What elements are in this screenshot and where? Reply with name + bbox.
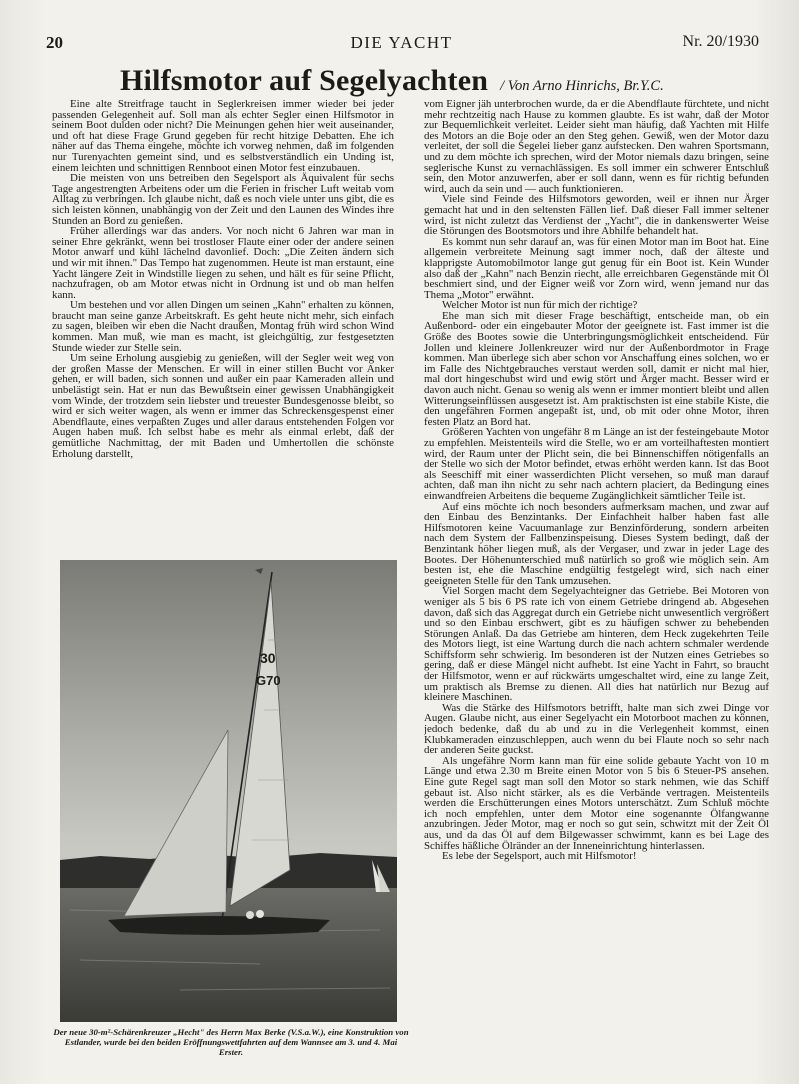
paragraph: Früher allerdings war das anders. Vor noch nicht 6 Jahren war man in seiner Ehre gekränkt, wenn bei trostloser Flaute einer oder der andere seinen Motor anwarf und kühl lächelnd davonlief. Doch: „Die Zeiten ändern sich und wir mit ihnen." Das Tempo hat zugenommen. Heute ist man erstaunt, eine Yacht längere Zeit in Windstille liegen zu sehen, und hält es für seine Pflicht, nachzufragen, ob am Motor etwas nicht in Ordnung ist und ob man helfen kann. xyxy=(52,225,394,301)
paragraph: Um seine Erholung ausgiebig zu genießen, will der Segler weit weg von der großen Masse der Menschen. Er will in einer stillen Bucht vor Anker gehen, er will baden, sich sonnen und außer ein paar Kameraden allein und unbelästigt sein. Hat er nun das Bewußtsein einer gewissen Unabhängigkeit vom Winde, der trotzdem sein liebster und treuester Bundesgenosse bleibt, so wird er sich weiter wagen, als wenn er immer das Schreckensgespenst einer Abendflaute, eines verpaßten Zuges und aller daraus entstehenden Folgen vor Augen haben muß. Ich selbst habe es mehr als einmal erlebt, daß der gemütliche Nachmittag, der mit Baden und Umhertollen die schönste Erholung darstellt, xyxy=(52,352,394,460)
paragraph: Es kommt nun sehr darauf an, was für einen Motor man im Boot hat. Eine allgemein verbreitete Meinung sagt immer noch, daß der älteste und klapprigste Automobilmotor lange gut genug für ein Boot ist. Kein Wunder also daß der „Kahn" nach Benzin riecht, alle erreichbaren Gegenstände mit Öl beschmiert sind, und der Eigner weiß vor Zorn wird, wenn jemand nur das Thema „Motor" erwähnt. xyxy=(424,235,769,301)
paragraph: vom Eigner jäh unterbrochen wurde, da er die Abendflaute fürchtete, und nicht mehr rechtzeitig nach Hause zu kommen glaubte. Es ist wahr, daß der Motor zur Bequemlichkeit verleitet. Leider sieht man häufig, daß Yachten mit Hilfe des Motors an die Boje oder an den Steg gehen. Gewiß, wen der Motor dazu verleitet, der soll die Segelei lieber ganz aufstecken. Den wahren Sportsmann, und zu dem möchte ich sprechen, wird der Motor niemals dazu bringen, seine seglerische Kunst zu vernachlässigen. Es soll immer ein schwerer Entschluß sein, den Motor anzuwerfen, aber er soll dann, wenn es für richtig befunden wird, auch da sein und — auch funktionieren. xyxy=(424,99,769,195)
paragraph: Größeren Yachten von ungefähr 8 m Länge an ist der festeingebaute Motor zu empfehlen. Meistenteils wird die Stelle, wo er am vorteilhaftesten montiert wird, der Raum unter der Plicht sein, die bei Binnenschiffen nötigenfalls an der Stelle wo sich der Motor befindet, etwas erhöht werden kann. Ist das Boot als Seeschiff mit einer wasserdichten Plicht versehen, so muß man darauf achten, daß man ihn nicht zu sehr nach achtern placiert, da Bedingung eines einwandfreien Arbeitens die bequeme Zugänglichkeit sämtlicher Teile ist. xyxy=(424,426,769,502)
paragraph: Die meisten von uns betreiben den Segelsport als Äquivalent für sechs Tage angestrengten Arbeitens oder um die Ferien in frischer Luft weitab vom Alltag zu verbringen. Ich glaube nicht, daß es noch viele unter uns gibt, die es sich leisten können, unabhängig von der Zeit und den Launen des Windes ihre Stunden an Bord zu genießen. xyxy=(52,172,394,227)
article-byline: / Von Arno Hinrichs, Br.Y.C. xyxy=(500,78,664,94)
paragraph: Es lebe der Segelsport, auch mit Hilfsmotor! xyxy=(442,850,637,863)
paragraph: Um bestehen und vor allen Dingen um seinen „Kahn" erhalten zu können, braucht man seine ganze Arbeitskraft. Es geht heute nicht mehr, sich einfach zu sagen, bleiben wir eben die Nacht draußen, Montag früh wird schon Wind kommen. Man muß, wie man es macht, ist gleichgültig, zur festgesetzten Stunde wieder zur Stelle sein. xyxy=(52,299,394,354)
magazine-title: DIE YACHT xyxy=(350,33,453,52)
paragraph: Eine alte Streitfrage taucht in Seglerkreisen immer wieder bei jeder passenden Gelegenheit auf. Soll man als echter Segler einen Hilfsmotor in seinem Boot dulden oder nicht? Die Meinungen gehen hier weit auseinander, und oft hat diese Frage Grund gegeben für recht hitzige Debatten. Ehe ich näher auf das Thema eingehe, möchte ich vorweg nehmen, daß im folgenden nur Turenyachten gemeint sind, und es selbstverständlich ein Unding ist, einem leichten und schnittigen Rennboot einen Motor fest einzubauen. xyxy=(52,99,394,174)
issue-number: Nr. 20/1930 xyxy=(682,33,759,50)
sail-number-top: 30 xyxy=(260,650,276,666)
photo-caption: Der neue 30-m²-Schärenkreuzer „Hecht" des Herrn Max Berke (V.S.a.W.), eine Konstruktion von Estlander, wurde bei den beiden Eröffnungswettfahrten auf dem Wannsee am 3. und 4. Mai Erster. xyxy=(53,1027,409,1057)
sail-number-bottom: G70 xyxy=(256,673,281,688)
paragraph: Viele sind Feinde des Hilfsmotors geworden, weil er ihnen nur Ärger gemacht hat und in den seltensten Fällen lief. Daß dieser Fall immer seltener wird, ist nicht zuletzt das Verdienst der „Yacht", die in dankenswerter Weise die Störungen des Bootsmotors und ihre Abhilfe behandelt hat. xyxy=(424,193,769,238)
paragraph: Auf eins möchte ich noch besonders aufmerksam machen, und zwar auf den Einbau des Benzintanks. Der Einfachheit halber haben fast alle Hilfsmotoren keine Vacuumanlage zur Benzinförderung, sondern arbeiten nach dem System der Fallbenzinspeisung. Dieses System bedingt, daß der Benzintank höher liegen muß, als der Vergaser, und zwar in jeder Lage des Bootes. Der Höhenunterschied muß natürlich so groß wie möglich sein. Am besten ist, ehe die Maschine endgültig festgelegt wird, sich nach einer geeigneten Stelle für den Tank umzusehen. xyxy=(424,500,769,587)
left-column xyxy=(52,99,394,551)
paragraph: Was die Stärke des Hilfsmotors betrifft, halte man sich zwei Dinge vor Augen. Glaube nicht, aus einer Segelyacht ein Motorboot machen zu können, jedoch bedenke, daß du ab und zu in die Verlegenheit kommst, einen Klubkameraden einzuschleppen, auch wenn du bei Flaute noch so sehr nach der anderen Seite guckst. xyxy=(424,701,769,757)
article-heading xyxy=(120,64,770,98)
article-title: Hilfsmotor auf Segelyachten xyxy=(120,64,489,97)
paragraph: Viel Sorgen macht dem Segelyachteigner das Getriebe. Bei Motoren von weniger als 5 bis 6 PS rate ich von einem Getriebe dringend ab. Abgesehen davon, daß sich das Aggregat durch ein Getriebe nicht unwesentlich vergrößert und so den Einbau erschwert, gibt es zu häufigen schwer zu behebenden Störungen Anlaß. Da das Getriebe am hinteren, dem Heck zugekehrten Teile des Motors liegt, ist eine Wartung durch die nach achtern schmaler werdende Schiffsform sehr schwierig. Im besonderen ist der Nutzen eines Getriebes so gering, daß er diese Mängel nicht aufhebt. Ist eine Yacht in Fahrt, so braucht der Hilfsmotor, wenn er auf rückwärts umgeschaltet wird, eine zu lange Zeit, um praktisch als Bremse zu dienen. All dies hat natürlich nur Bezug auf kleinere Maschinen. xyxy=(424,585,769,704)
page-number: 20 xyxy=(46,33,63,52)
paragraph: Als ungefähre Norm kann man für eine solide gebaute Yacht von 10 m Länge und etwa 2.30 m Breite einen Motor von 5 bis 6 Steuer-PS ansehen. Eine gute Regel sagt man soll den Motor so stark nehmen, wie das Schiff gebaut ist. Also nicht stärker, als es die Verbände vertragen. Meistenteils werden die Erschütterungen eines Motors unterschätzt. Zum Schluß möchte ich noch empfehlen, unter dem Motor eine sogenannte Ölfangwanne anzubringen. Jeder Motor, mag er noch so gut sein, schwitzt mit der Zeit Öl aus, und da das Öl auf dem Bilgewasser schwimmt, kann es bei Lage des Schiffes häßliche Ölränder an der Inneneinrichtung hinterlassen. xyxy=(424,754,769,852)
right-column xyxy=(424,99,769,1059)
sailboat-photo xyxy=(60,560,397,1022)
paragraph: Welcher Motor ist nun für mich der richtige? xyxy=(442,299,638,312)
paragraph: Ehe man sich mit dieser Frage beschäftigt, entscheide man, ob ein Außenbord- oder ein eingebauter Motor der geeignete ist. Fast immer ist die Größe des Bootes sowie die Unterbringungsmöglichkeit entscheidend. Für Jollen und kleinere Jollenkreuzer wird nur der Außenbordmotor in Frage kommen. Man überlege sich aber schon vor Anschaffung eines solchen, wo er im Falle des Nichtgebrauches verstaut werden soll, damit er nicht mal hier, mal dort hingeschubst wird und ewig stört und Ärger macht. Besser wird er davon auch nicht. Genau so wenig als wenn er immer montiert bleibt und allen Witterungseinflüssen ausgesetzt ist. Am praktischsten ist eine stabile Kiste, die den ungefähren Formen angepaßt ist, und, ob mit oder ohne Motor, ihren festen Platz an Bord hat. xyxy=(424,309,769,428)
page-header xyxy=(44,33,759,53)
